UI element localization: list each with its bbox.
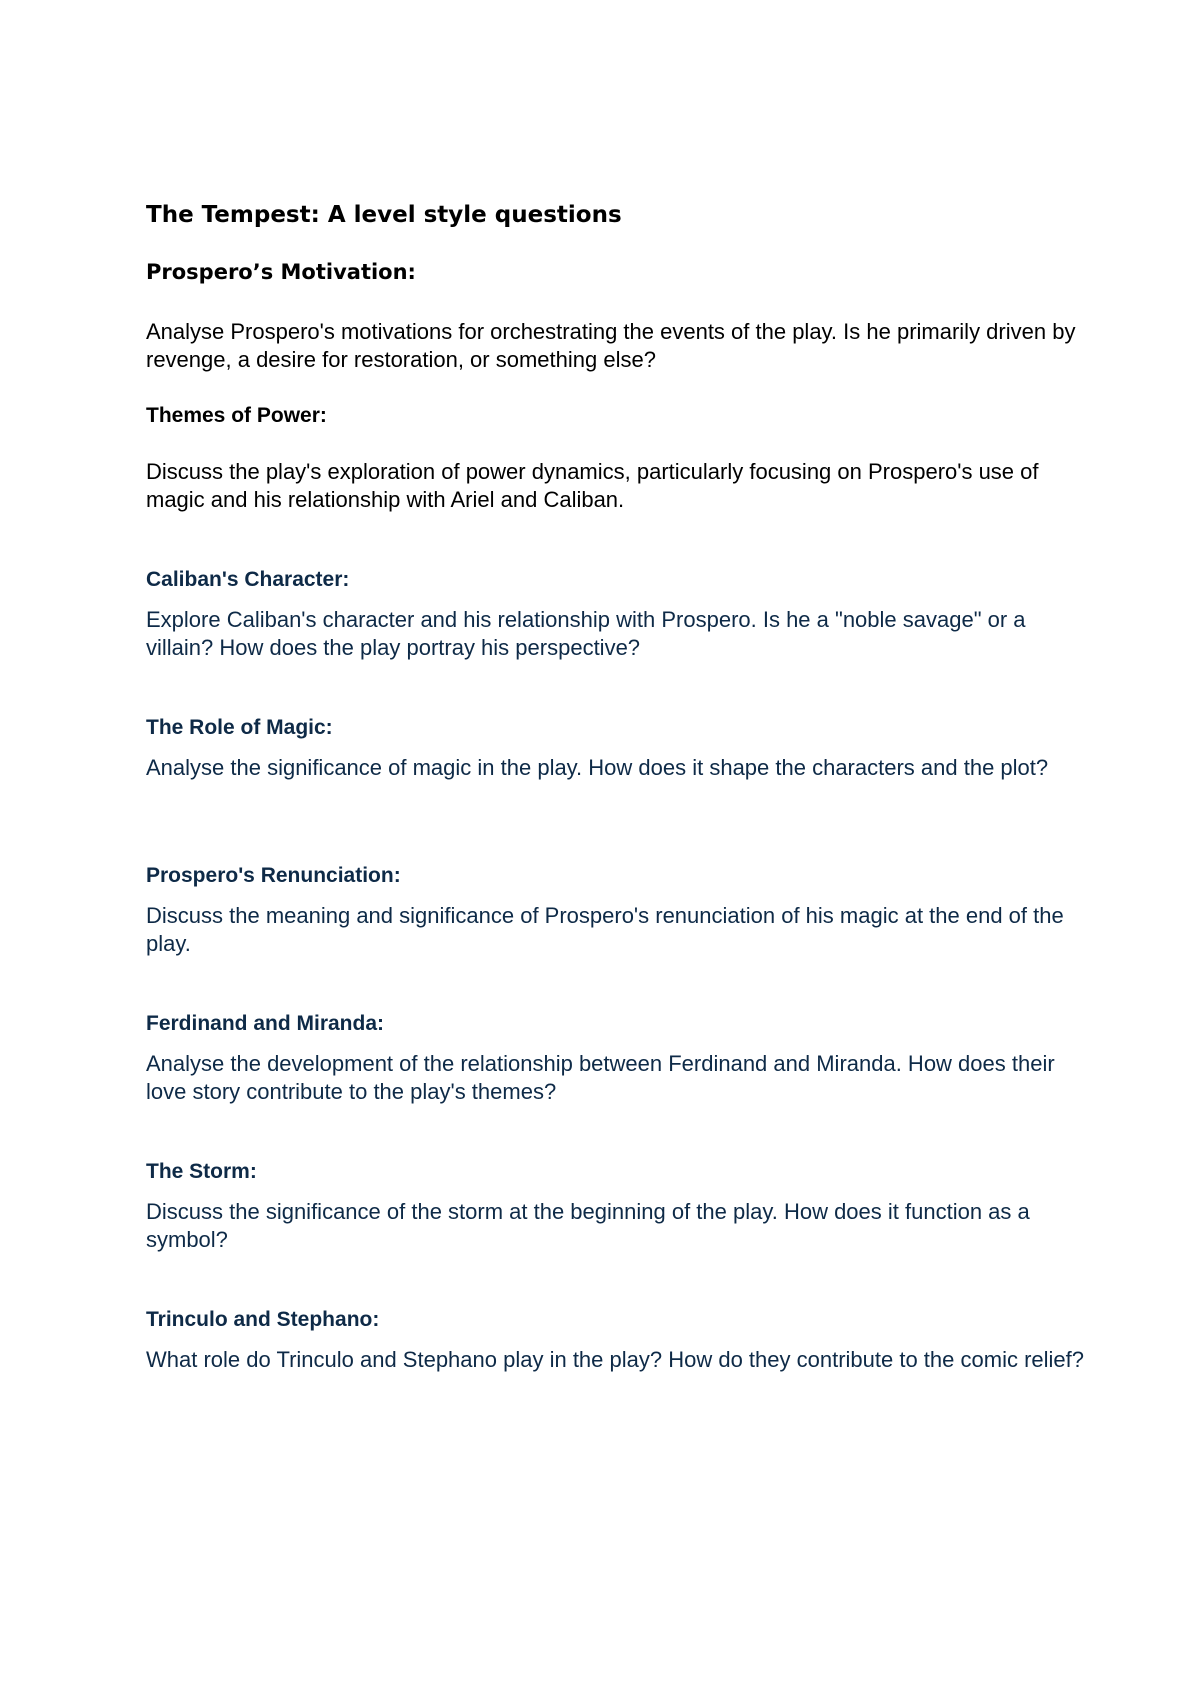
section-body-role-of-magic: Analyse the significance of magic in the play. How does it shape the characters and the plot? [146,755,1049,780]
section-body-prosperos-motivation: Analyse Prospero's motivations for orchestrating the events of the play. Is he primarily driven by revenge, a desire for restoration, or something else? [146,319,1076,372]
section-heading-ferdinand-and-miranda: Ferdinand and Miranda: [146,1012,385,1035]
section-body-ferdinand-and-miranda: Analyse the development of the relationship between Ferdinand and Miranda. How does their love story contribute to the play's themes? [146,1051,1055,1104]
section-heading-the-storm: The Storm: [146,1160,257,1183]
section-heading-calibans-character: Caliban's Character: [146,568,350,591]
section-heading-trinculo-and-stephano: Trinculo and Stephano: [146,1308,380,1331]
section-body-trinculo-and-stephano: What role do Trinculo and Stephano play in the play? How do they contribute to the comic relief? [146,1347,1084,1372]
section-body-prosperos-renunciation: Discuss the meaning and significance of Prospero's renunciation of his magic at the end of the play. [146,903,1064,956]
section-heading-prosperos-renunciation: Prospero's Renunciation: [146,864,401,887]
section-heading-role-of-magic: The Role of Magic: [146,716,333,739]
section-body-themes-of-power: Discuss the play's exploration of power dynamics, particularly focusing on Prospero's use of magic and his relationship with Ariel and Caliban. [146,459,1039,512]
section-heading-prosperos-motivation: Prospero’s Motivation: [146,260,416,284]
section-body-the-storm: Discuss the significance of the storm at the beginning of the play. How does it function as a symbol? [146,1199,1030,1252]
document-title: The Tempest: A level style questions [146,202,622,228]
section-body-calibans-character: Explore Caliban's character and his relationship with Prospero. Is he a "noble savage" or a villain? How does the play portray his perspective? [146,607,1026,660]
section-heading-themes-of-power: Themes of Power: [146,404,327,427]
